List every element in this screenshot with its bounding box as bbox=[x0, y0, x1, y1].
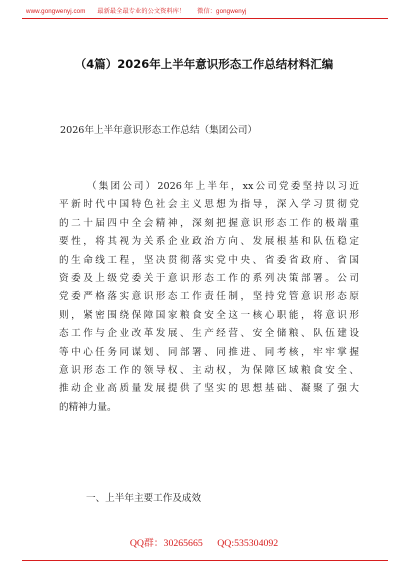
paragraph-line: 资委及上级党委关于意识形态工作的系列决策部署。公司 bbox=[59, 272, 359, 284]
header-divider bbox=[22, 18, 388, 19]
header-text bbox=[26, 6, 386, 15]
body-paragraph bbox=[59, 178, 359, 417]
paragraph-line: 推动企业高质量发展提供了坚实的思想基础、凝聚了强大 bbox=[59, 383, 359, 395]
header-slogan: 最新最全最专业的公文资料库！ bbox=[97, 8, 186, 15]
paragraph-line: 的二十届四中全会精神，深刻把握意识形态工作的极端重 bbox=[59, 217, 359, 229]
paragraph-line: 要性，将其视为关系企业政治方向、发展根基和队伍稳定 bbox=[59, 236, 359, 248]
page-header bbox=[0, 0, 408, 26]
header-wechat: 微信：gongwenyj bbox=[197, 8, 247, 15]
paragraph-line: 的生命线工程，坚决贯彻落实党中央、省委省政府、省国 bbox=[59, 254, 359, 266]
page-footer bbox=[0, 535, 408, 549]
footer-divider bbox=[22, 560, 388, 561]
paragraph-line: 态工作与企业改革发展、生产经营、安全储粮、队伍建设 bbox=[59, 328, 359, 340]
document-title: （4篇）2026年上半年意识形态工作总结材料汇编 bbox=[74, 57, 334, 71]
paragraph-line: 平新时代中国特色社会主义思想为指导，深入学习贯彻党 bbox=[59, 199, 359, 211]
footer-qq: QQ:535304092 bbox=[217, 538, 279, 549]
document-subtitle: 2026年上半年意识形态工作总结（集团公司） bbox=[60, 125, 258, 136]
header-site-link[interactable]: www.gongwenyj.com bbox=[26, 8, 86, 15]
paragraph-line: （集团公司）2026年上半年，xx公司党委坚持以习近 bbox=[87, 181, 359, 192]
paragraph-line: 党委严格落实意识形态工作责任制，坚持党管意识形态原 bbox=[59, 291, 359, 303]
paragraph-line: 则，紧密围绕保障国家粮食安全这一核心职能，将意识形 bbox=[59, 309, 359, 321]
paragraph-line: 等中心任务同谋划、同部署、同推进、同考核，牢牢掌握 bbox=[59, 346, 359, 358]
paragraph-line: 意识形态工作的领导权、主动权，为保障区域粮食安全、 bbox=[59, 364, 359, 376]
paragraph-line: 的精神力量。 bbox=[59, 401, 117, 413]
section-heading: 一、上半年主要工作及成效 bbox=[86, 493, 202, 504]
footer-qq-group: QQ群：30265665 bbox=[129, 538, 203, 549]
